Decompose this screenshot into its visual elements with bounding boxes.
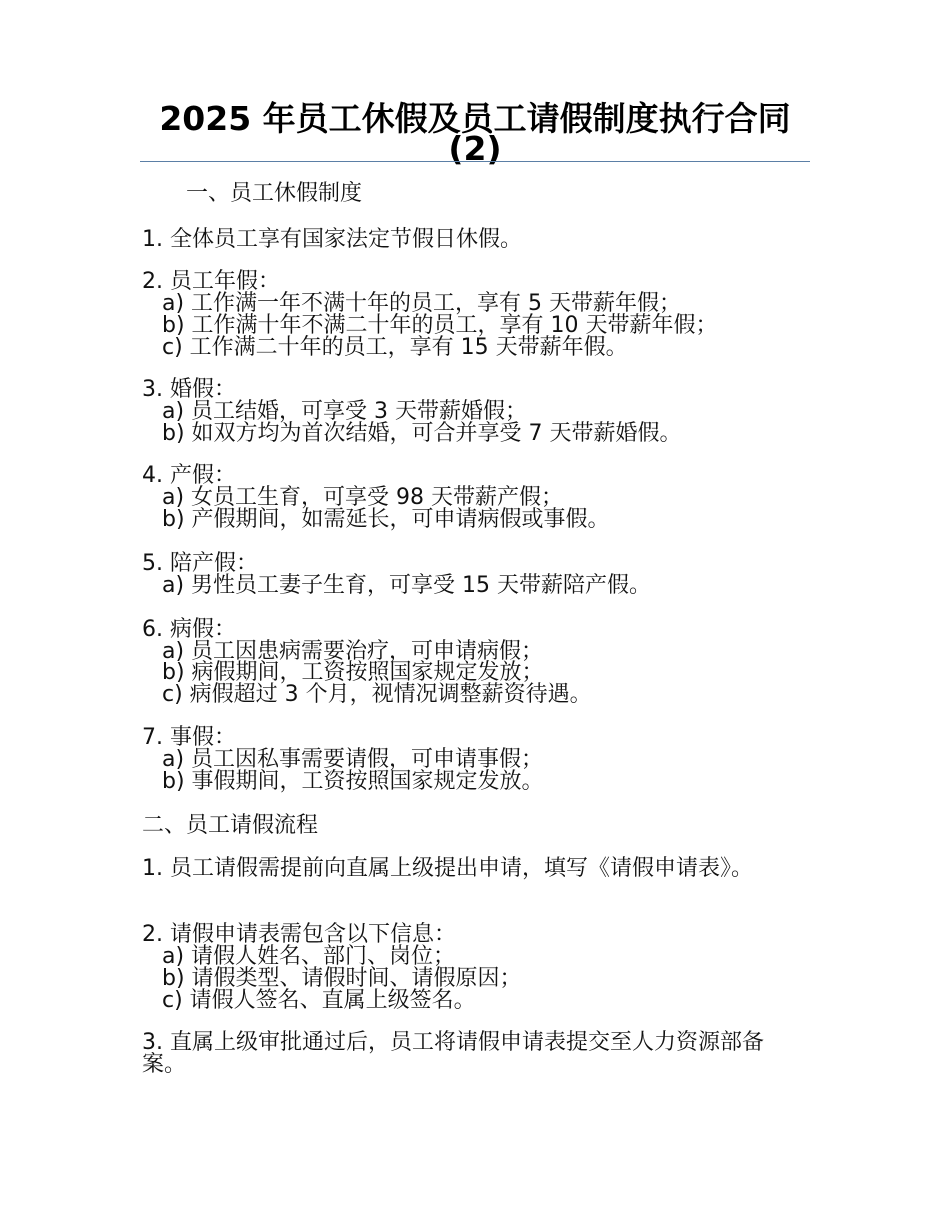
process-item-2-sub-c: c) 请假人签名、直属上级签名。: [162, 988, 476, 1013]
leave-item-6-sub-c: c) 病假超过 3 个月，视情况调整薪资待遇。: [162, 682, 592, 707]
leave-item-3: 3. 婚假：: [142, 377, 236, 402]
leave-item-1: 1. 全体员工享有国家法定节假日休假。: [142, 227, 522, 252]
leave-item-6-sub-b: b) 病假期间，工资按照国家规定发放；: [162, 660, 544, 685]
title-divider: [140, 161, 810, 162]
leave-item-5: 5. 陪产假：: [142, 551, 258, 576]
leave-item-4-sub-a: a) 女员工生育，可享受 98 天带薪产假；: [162, 485, 564, 510]
leave-item-3-sub-b: b) 如双方均为首次结婚，可合并享受 7 天带薪婚假。: [162, 421, 682, 446]
process-item-3: 3. 直属上级审批通过后，员工将请假申请表提交至人力资源部备案。: [142, 1030, 764, 1077]
document-title: 2025 年员工休假及员工请假制度执行合同(2): [159, 99, 791, 168]
leave-item-6: 6. 病假：: [142, 617, 236, 642]
leave-item-2-sub-a: a) 工作满一年不满十年的员工，享有 5 天带薪年假；: [162, 291, 682, 316]
leave-item-4-sub-b: b) 产假期间，如需延长，可申请病假或事假。: [162, 507, 610, 532]
leave-item-4: 4. 产假：: [142, 463, 236, 488]
leave-item-6-sub-a: a) 员工因患病需要治疗，可申请病假；: [162, 639, 544, 664]
leave-item-7-sub-b: b) 事假期间，工资按照国家规定发放。: [162, 769, 544, 794]
process-item-1: 1. 员工请假需提前向直属上级提出申请，填写《请假申请表》。: [142, 856, 753, 881]
section-heading-leave-system: 一、员工休假制度: [186, 181, 363, 206]
process-item-2-sub-b: b) 请假类型、请假时间、请假原因；: [162, 966, 522, 991]
process-item-2: 2. 请假申请表需包含以下信息：: [142, 922, 456, 947]
leave-item-5-sub-a: a) 男性员工妻子生育，可享受 15 天带薪陪产假。: [162, 573, 652, 598]
leave-item-2-sub-b: b) 工作满十年不满二十年的员工，享有 10 天带薪年假；: [162, 313, 718, 338]
leave-item-7-sub-a: a) 员工因私事需要请假，可申请事假；: [162, 747, 544, 772]
leave-item-2: 2. 员工年假：: [142, 269, 280, 294]
leave-item-7: 7. 事假：: [142, 725, 236, 750]
leave-item-2-sub-c: c) 工作满二十年的员工，享有 15 天带薪年假。: [162, 335, 628, 360]
process-item-2-sub-a: a) 请假人姓名、部门、岗位；: [162, 944, 456, 969]
section-heading-leave-process: 二、员工请假流程: [142, 813, 319, 838]
leave-item-3-sub-a: a) 员工结婚，可享受 3 天带薪婚假；: [162, 399, 528, 424]
